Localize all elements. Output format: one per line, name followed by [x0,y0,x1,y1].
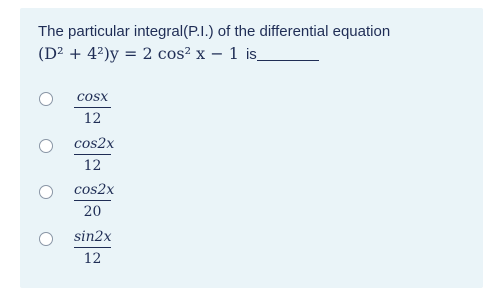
option-numerator: sin2x [74,229,112,245]
option-fraction [74,135,115,175]
option-numerator: cos2x [74,182,115,198]
radio-button[interactable] [39,232,53,246]
option-numerator: cos2x [74,136,115,152]
option-2[interactable] [38,135,158,181]
option-denominator: 12 [83,111,102,127]
option-fraction [74,228,111,268]
option-denominator: 12 [83,251,102,267]
option-denominator: 12 [83,158,102,174]
fraction-bar [74,107,111,108]
option-fraction [74,88,111,128]
option-3[interactable] [38,181,158,227]
fraction-bar [74,154,111,155]
option-denominator: 20 [83,204,102,220]
radio-button[interactable] [39,139,53,153]
fraction-bar [74,247,111,248]
radio-button[interactable] [39,185,53,199]
equation-lhs: (D² + 4²)y = 2 cos² x − 1 [38,44,239,63]
option-numerator: cosx [76,89,109,105]
option-fraction [74,181,115,221]
answer-blank [257,46,319,61]
radio-button[interactable] [39,92,53,106]
fraction-bar [74,200,111,201]
option-4[interactable] [38,228,158,274]
question-text: The particular integral(P.I.) of the differential equation [38,23,391,40]
question-equation [38,43,319,66]
equation-suffix: is [245,46,257,63]
option-1[interactable] [38,88,158,134]
